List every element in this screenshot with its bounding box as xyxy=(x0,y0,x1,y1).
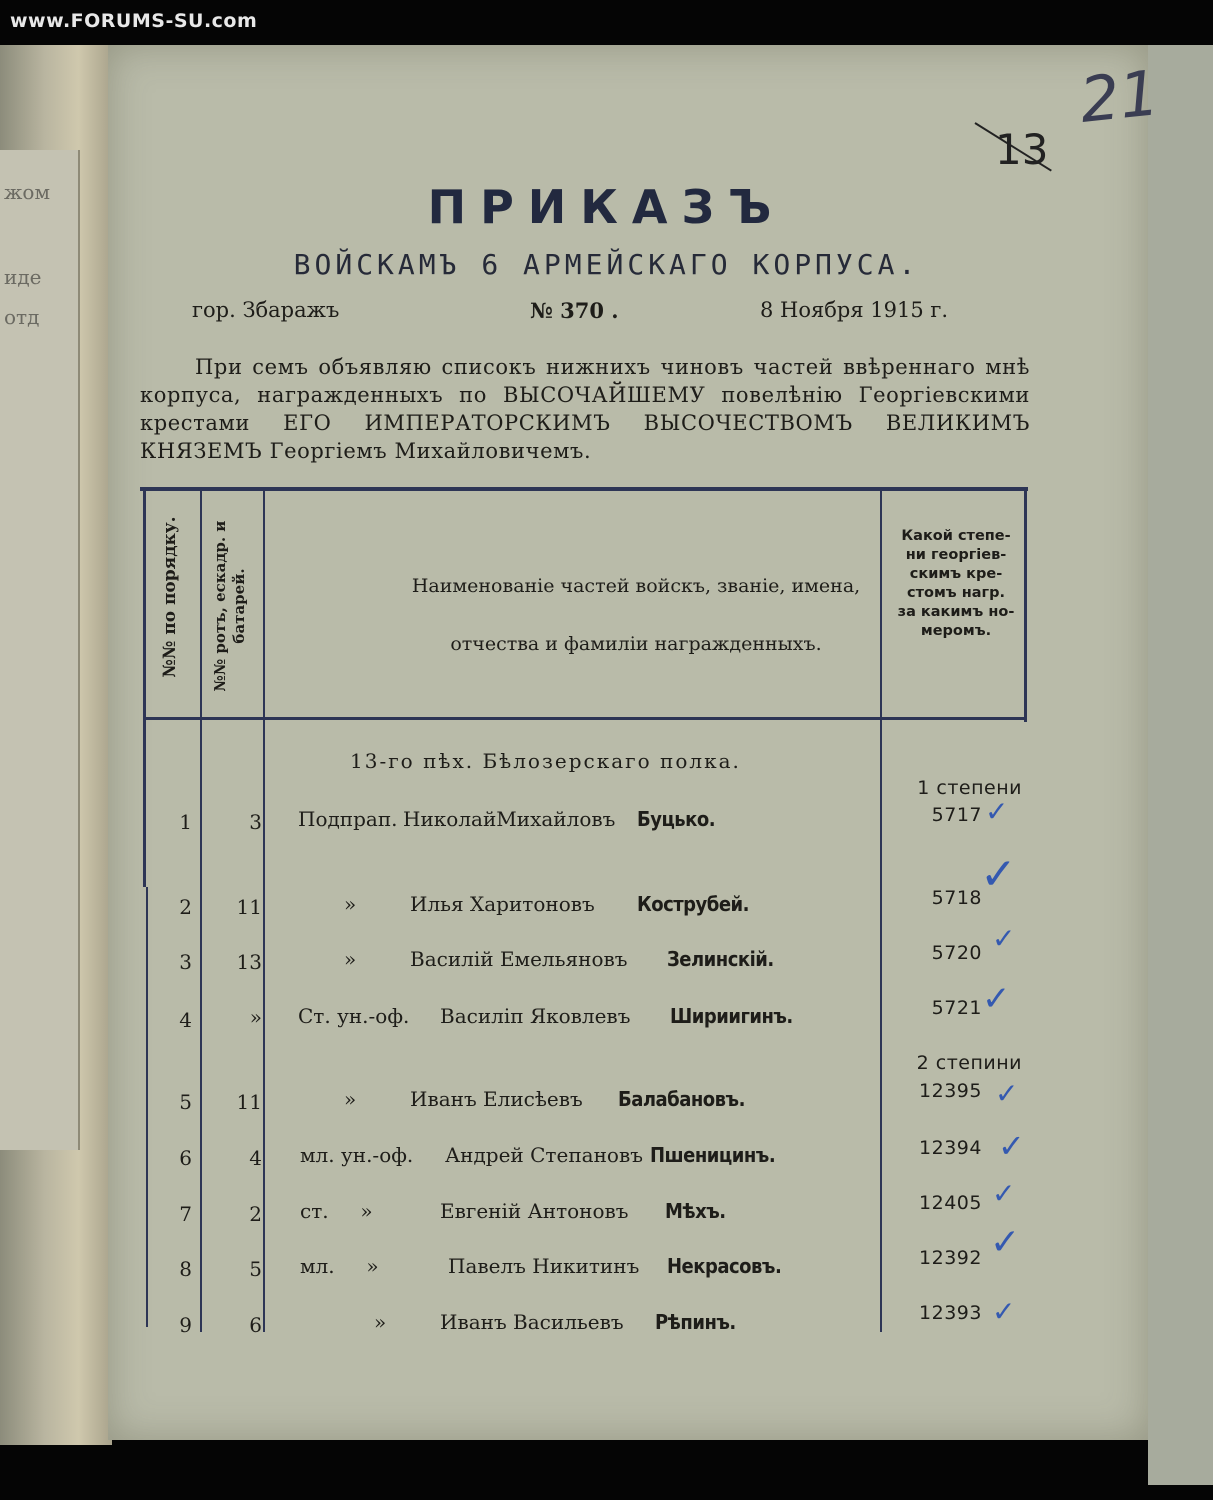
row-number: 7 xyxy=(179,1202,192,1226)
row-rank: » xyxy=(344,1087,357,1111)
check-mark-icon: ✓ xyxy=(982,979,1011,1019)
row-number: 3 xyxy=(179,950,192,974)
row-company: 5 xyxy=(249,1257,262,1281)
row-award-number: 12395 xyxy=(919,1080,982,1102)
row-name: Иванъ Елисѣевъ xyxy=(410,1087,583,1111)
site-watermark: www.FORUMS-SU.com xyxy=(10,10,258,32)
header-names-line: отчества и фамиліи награжденныхъ. xyxy=(450,633,822,655)
row-number: 1 xyxy=(179,810,192,834)
row-name: Андрей Степановъ xyxy=(445,1143,643,1167)
header-bottom-border xyxy=(145,717,1025,720)
header-award-line: за какимъ но- xyxy=(897,604,1015,620)
intro-paragraph xyxy=(140,353,1030,465)
row-company: 6 xyxy=(249,1313,262,1337)
check-mark-icon: ✓ xyxy=(992,1295,1016,1328)
row-number: 6 xyxy=(179,1146,192,1170)
header-award-line: стомъ нагр. xyxy=(906,585,1006,601)
row-surname: Пшеницинъ. xyxy=(650,1143,776,1167)
row-award-number: 12392 xyxy=(919,1247,982,1269)
row-surname: Некрасовъ. xyxy=(667,1254,782,1278)
handwritten-folio-number: 21 xyxy=(1076,56,1163,137)
row-name: НиколайМихайловъ xyxy=(403,807,616,831)
intro-text: При семъ объявляю списокъ нижнихъ чиновъ частей ввѣреннаго мнѣ корпуса, награжденныхъ по ВЫСОЧАЙШЕМУ повелѣнію Георгіевскими крестами ЕГО ИМПЕРАТОРСКИМЪ ВЫСОЧЕСТВОМЪ ВЕЛИКИМЪ КНЯЗЕМЪ Георгіемъ Михайловичемъ. xyxy=(140,355,1030,463)
header-award xyxy=(882,527,1030,641)
row-number: 2 xyxy=(179,895,192,919)
row-number: 5 xyxy=(179,1090,192,1114)
row-rank: мл. » xyxy=(300,1254,379,1278)
header-names-line: Наименованіе частей войскъ, званіе, имена, xyxy=(411,575,861,597)
order-date: 8 Ноября 1915 г. xyxy=(760,298,949,322)
row-surname: Буцько. xyxy=(637,807,716,831)
document-title: ПРИКАЗЪ xyxy=(427,180,786,234)
header-award-line: ни георгіев- xyxy=(905,547,1007,563)
row-rank: » xyxy=(344,947,357,971)
header-award-line: Какой степе- xyxy=(901,528,1011,544)
underpage-fragment: отд xyxy=(4,305,40,329)
row-award-number: 5718 xyxy=(931,887,982,909)
row-name: Павелъ Никитинъ xyxy=(448,1254,640,1278)
row-name: Василій Емельяновъ xyxy=(410,947,628,971)
row-award-number: 5721 xyxy=(931,997,982,1019)
row-rank: Подпрап. xyxy=(298,807,398,831)
check-mark-icon: ✓ xyxy=(995,1077,1019,1110)
row-name: Илья Харитоновъ xyxy=(410,892,595,916)
row-rank: мл. ун.-оф. xyxy=(300,1143,414,1167)
row-number: 9 xyxy=(179,1313,192,1337)
check-mark-icon: ✓ xyxy=(990,1222,1021,1263)
table-top-border xyxy=(140,487,1028,491)
row-company: 11 xyxy=(236,1090,262,1114)
row-rank: » xyxy=(344,892,357,916)
check-mark-icon: ✓ xyxy=(992,1177,1016,1210)
row-rank: Ст. ун.-оф. xyxy=(298,1004,410,1028)
header-award-line: меромъ. xyxy=(920,623,992,639)
row-surname: Кострубей. xyxy=(637,892,749,916)
row-rank: » xyxy=(374,1310,387,1334)
row-award-number: 12405 xyxy=(919,1192,982,1214)
underlying-page xyxy=(0,150,80,1150)
underpage-fragment: жом xyxy=(4,180,50,204)
row-company: 11 xyxy=(236,895,262,919)
header-order-number: №№ по порядку. xyxy=(160,516,180,678)
header-company-number: №№ ротъ, ескадр. и батарей. xyxy=(211,520,248,692)
row-name: Иванъ Васильевъ xyxy=(440,1310,624,1334)
row-award-number: 12394 xyxy=(919,1137,982,1159)
unit-heading: 13-го пѣх. Бѣлозерскаго полка. xyxy=(350,749,741,773)
row-surname: Шириигинъ. xyxy=(670,1004,793,1028)
row-company: 3 xyxy=(249,810,262,834)
row-surname: Мѣхъ. xyxy=(665,1199,726,1223)
row-name: Василіп Яковлевъ xyxy=(440,1004,631,1028)
check-mark-icon: ✓ xyxy=(985,795,1009,828)
row-company: 4 xyxy=(249,1146,262,1170)
row-surname: Зелинскій. xyxy=(667,947,774,971)
degree-label: 1 степени xyxy=(917,777,1022,799)
row-award-number: 5717 xyxy=(931,804,982,826)
check-mark-icon: ✓ xyxy=(998,1127,1025,1165)
header-award-line: скимъ кре- xyxy=(909,566,1003,582)
row-surname: Балабановъ. xyxy=(618,1087,745,1111)
order-number: № 370 . xyxy=(530,298,619,323)
row-company: 13 xyxy=(236,950,262,974)
document-subtitle: ВОЙСКАМЪ 6 АРМЕЙСКАГО КОРПУСА. xyxy=(293,248,920,281)
row-surname: Рѣпинъ. xyxy=(655,1310,736,1334)
row-company: 2 xyxy=(249,1202,262,1226)
underpage-fragment: иде xyxy=(4,265,42,289)
check-mark-icon: ✓ xyxy=(992,922,1016,955)
stamped-folio-number: 13 xyxy=(995,125,1049,174)
check-mark-icon: ✓ xyxy=(980,849,1017,900)
row-number: 4 xyxy=(179,1008,192,1032)
row-award-number: 5720 xyxy=(931,942,982,964)
degree-label: 2 степини xyxy=(916,1052,1022,1074)
row-name: Евгеній Антоновъ xyxy=(440,1199,629,1223)
row-company: » xyxy=(249,1005,262,1029)
row-award-number: 12393 xyxy=(919,1302,982,1324)
row-number: 8 xyxy=(179,1257,192,1281)
awards-table xyxy=(140,487,1028,1337)
place-of-issue: гор. Збаражъ xyxy=(192,298,340,322)
row-rank: ст. » xyxy=(300,1199,373,1223)
